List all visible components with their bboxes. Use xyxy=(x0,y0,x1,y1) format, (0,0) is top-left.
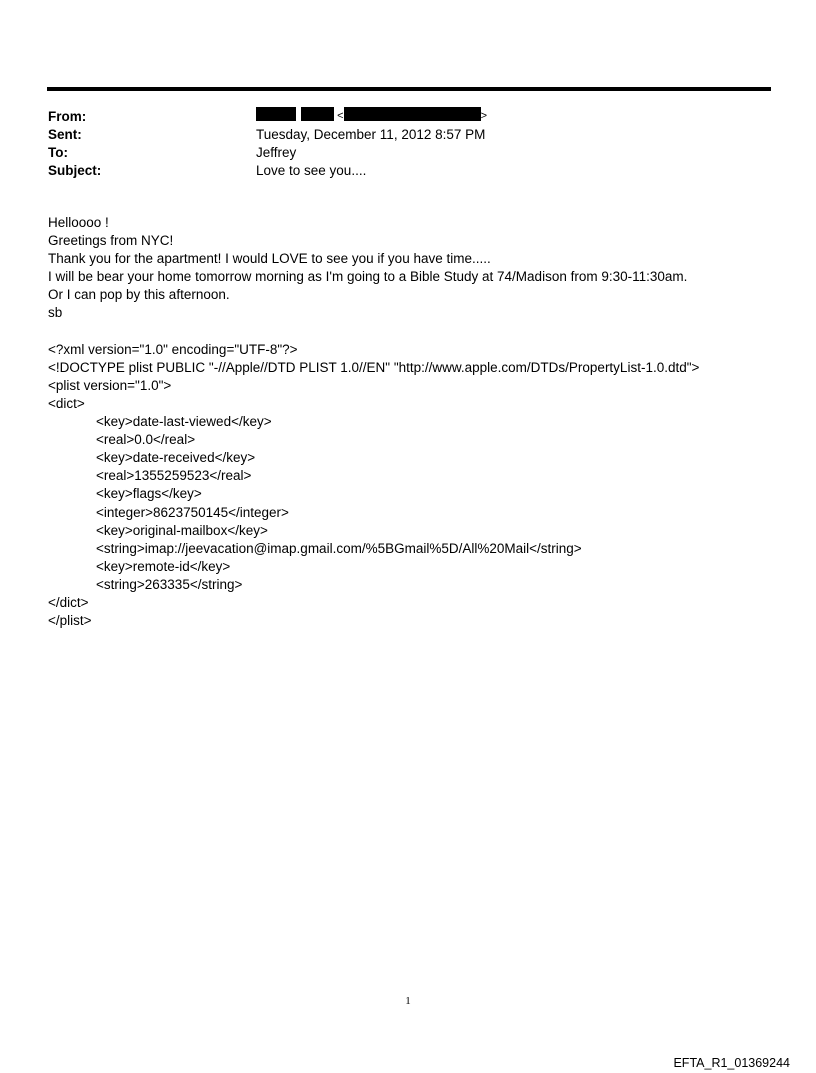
sent-value: Tuesday, December 11, 2012 8:57 PM xyxy=(256,127,486,142)
message-line: I will be bear your home tomorrow morning as I'm going to a Bible Study at 74/Madison from 9:30-11:30am. xyxy=(48,269,688,285)
spacer xyxy=(48,323,768,341)
message-line: Greetings from NYC! xyxy=(48,233,174,249)
from-value xyxy=(256,107,487,126)
message-line: Helloooo ! xyxy=(48,215,109,230)
redaction-block xyxy=(344,107,481,121)
to-label: To: xyxy=(48,145,68,160)
redaction-block xyxy=(256,107,296,121)
plist-entry: <string>263335</string> xyxy=(96,576,243,592)
message-line: Or I can pop by this afternoon. xyxy=(48,287,230,303)
plist-entry: <key>original-mailbox</key> xyxy=(96,522,268,538)
plist-entry: <key>remote-id</key> xyxy=(96,558,231,574)
subject-label: Subject: xyxy=(48,163,102,178)
plist-entry: <key>date-last-viewed</key> xyxy=(96,414,272,430)
plist-line: <!DOCTYPE plist PUBLIC "-//Apple//DTD PLIST 1.0//EN" "http://www.apple.com/DTDs/PropertyList-1.0.dtd"> xyxy=(48,359,700,375)
plist-entry: <integer>8623750145</integer> xyxy=(96,504,289,520)
message-line: sb xyxy=(48,305,63,321)
to-value: Jeffrey xyxy=(256,145,297,160)
message-body xyxy=(48,214,768,630)
plist-line: <plist version="1.0"> xyxy=(48,377,172,393)
plist-line: </plist> xyxy=(48,613,92,629)
subject-value: Love to see you.... xyxy=(256,163,367,178)
from-open-bracket: < xyxy=(337,110,344,122)
from-label: From: xyxy=(48,109,87,124)
plist-entry: <string>imap://jeevacation@imap.gmail.com/%5BGmail%5D/All%20Mail</string> xyxy=(96,540,582,556)
plist-line: <dict> xyxy=(48,395,85,411)
from-close-bracket: > xyxy=(480,110,487,122)
message-line: Thank you for the apartment! I would LOVE to see you if you have time..... xyxy=(48,251,491,267)
document-id: EFTA_R1_01369244 xyxy=(673,1056,790,1070)
header-divider xyxy=(47,87,771,91)
page-number: 1 xyxy=(405,995,411,1007)
sent-label: Sent: xyxy=(48,127,82,142)
redaction-block xyxy=(301,107,334,121)
plist-entry: <key>flags</key> xyxy=(96,486,202,502)
plist-line: </dict> xyxy=(48,594,89,610)
plist-entry: <real>1355259523</real> xyxy=(96,468,252,484)
plist-line: <?xml version="1.0" encoding="UTF-8"?> xyxy=(48,341,298,357)
plist-entry: <real>0.0</real> xyxy=(96,432,196,448)
plist-entry: <key>date-received</key> xyxy=(96,450,256,466)
